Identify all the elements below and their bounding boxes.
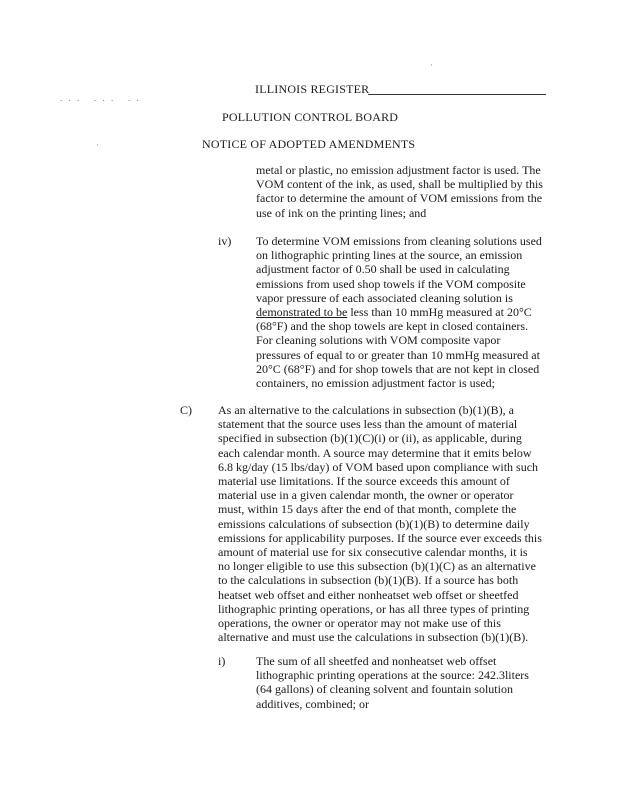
scan-artifact-dots: . . . . . . . . xyxy=(60,93,141,103)
text-line: 20°C (68°F) and for shop towels that are not kept in closed xyxy=(256,361,540,376)
text-line: VOM content of the ink, as used, shall be multiplied by this xyxy=(256,177,543,192)
notice-title: NOTICE OF ADOPTED AMENDMENTS xyxy=(202,137,416,151)
register-title-rule xyxy=(368,94,546,95)
text-line: (68°F) and the shop towels are kept in closed containers. xyxy=(256,319,529,334)
text-line: alternative and must use the calculations in subsection (b)(1)(B). xyxy=(218,630,529,645)
text-line: emissions for applicability purposes. If the source ever exceeds this xyxy=(218,530,542,545)
text-line: metal or plastic, no emission adjustment factor is used. The xyxy=(256,163,541,177)
item-c-paragraph xyxy=(218,403,544,644)
text-line: pressures of equal to or greater than 10 mmHg measured at xyxy=(256,347,540,362)
text-line: lithographic printing operations at the source: 242.3liters xyxy=(256,668,529,683)
text-line: containers, no emission adjustment factor is used; xyxy=(256,376,495,391)
register-title: ILLINOIS REGISTER xyxy=(255,82,370,96)
text-line: material use in a given calendar month, the owner or operator xyxy=(218,488,514,503)
text-line: amount of material use for six consecutive calendar months, it is xyxy=(218,545,528,560)
item-iv-label: iv) xyxy=(218,234,232,248)
item-i-label: i) xyxy=(218,654,226,668)
text-line: to the calculations in subsection (b)(1)(B). If a source has both xyxy=(218,573,519,588)
text-line: specified in subsection (b)(1)(C)(i) or (ii), as applicable, during xyxy=(218,431,522,446)
item-iv-paragraph xyxy=(256,234,544,390)
text-line: additives, combined; or xyxy=(256,696,369,711)
text-line: must, within 15 days after the end of that month, complete the xyxy=(218,502,517,517)
board-name: POLLUTION CONTROL BOARD xyxy=(222,110,399,124)
scan-artifact-mark: · xyxy=(96,140,99,150)
text-line: For cleaning solutions with VOM composite vapor xyxy=(256,333,501,348)
text-line: demonstrated to be less than 10 mmHg measured at 20°C xyxy=(256,305,532,320)
text-line: The sum of all sheetfed and nonheatset web offset xyxy=(256,654,497,668)
text-line: adjustment factor of 0.50 shall be used in calculating xyxy=(256,262,510,277)
text-line: As an alternative to the calculations in subsection (b)(1)(B), a xyxy=(218,403,514,417)
continuation-paragraph xyxy=(256,163,544,220)
text-line: operations, the owner or operator may not make use of this xyxy=(218,616,501,631)
text-line: heatset web offset and either nonheatset web offset or sheetfed xyxy=(218,587,519,602)
underlined-text: demonstrated to be xyxy=(256,305,348,320)
item-c-label: C) xyxy=(180,403,192,417)
text-line: emissions calculations of subsection (b)(1)(B) to determine daily xyxy=(218,516,530,531)
item-i-paragraph xyxy=(256,654,544,711)
text-line: statement that the source uses less than the amount of material xyxy=(218,417,518,432)
text-line: To determine VOM emissions from cleaning solutions used xyxy=(256,234,542,248)
text-line: no longer eligible to use this subsection (b)(1)(C) as an alternative xyxy=(218,559,536,574)
text-line: (64 gallons) of cleaning solvent and fountain solution xyxy=(256,682,513,697)
text-line: on lithographic printing lines at the source, an emission xyxy=(256,248,523,263)
text-line: material use limitations. If the source exceeds this amount of xyxy=(218,474,510,489)
text-line: factor to determine the amount of VOM emissions from the xyxy=(256,191,543,206)
text-line: use of ink on the printing lines; and xyxy=(256,205,427,220)
scan-artifact-mark: · xyxy=(430,60,433,70)
text-line: each calendar month. A source may determine that it emits below xyxy=(218,445,532,460)
text-line: emissions from used shop towels if the VOM composite xyxy=(256,276,526,291)
text-line: lithographic printing operations, or has all three types of printing xyxy=(218,601,530,616)
text-line: vapor pressure of each associated cleaning solution is xyxy=(256,290,513,305)
text-line: 6.8 kg/day (15 lbs/day) of VOM based upon compliance with such xyxy=(218,459,539,474)
